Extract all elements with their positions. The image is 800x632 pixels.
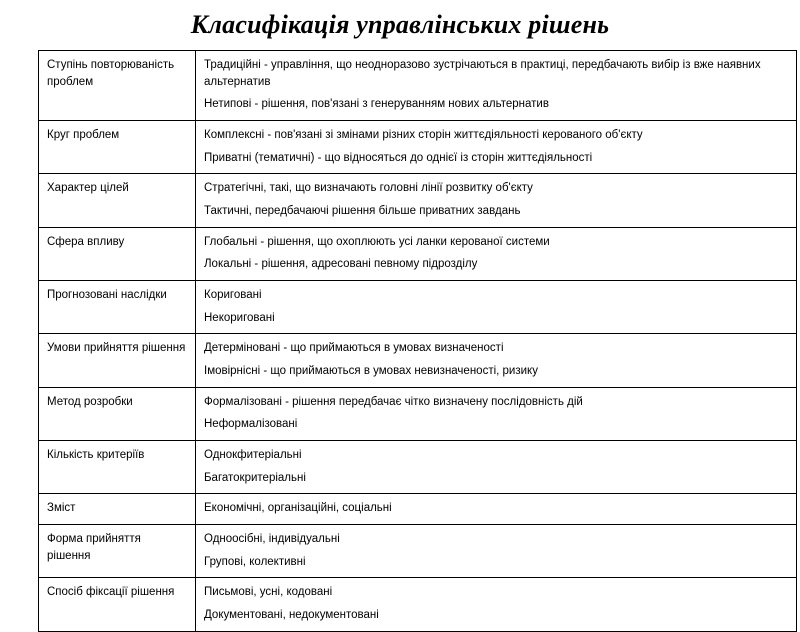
row-label: Прогнозовані наслідки — [47, 289, 167, 302]
row-item: Багатокритеріальні — [204, 471, 306, 484]
row-item: Тактичні, передбачаючі рішення більше приватних завдань — [204, 205, 521, 218]
table-row — [39, 334, 797, 387]
row-label-cell — [39, 227, 196, 280]
row-item: Формалізовані - рішення передбачає чітко визначену послідовність дій — [204, 395, 583, 408]
row-item: Документовані, недокументовані — [204, 609, 379, 622]
row-content-cell — [196, 578, 797, 631]
row-label: Спосіб фіксації рішення — [47, 586, 175, 599]
row-item: Приватні (тематичні) - що відносяться до однієї із сторін життєдіяльності — [204, 151, 593, 164]
table-row — [39, 121, 797, 174]
row-label: Характер цілей — [47, 182, 129, 195]
row-content-cell — [196, 281, 797, 334]
row-item: Стратегічні, такі, що визначають головні лінії розвитку об'єкту — [204, 182, 533, 195]
row-content-cell — [196, 121, 797, 174]
table-row — [39, 227, 797, 280]
table-row — [39, 441, 797, 494]
row-item: Некориговані — [204, 311, 275, 324]
row-item: Одноосібні, індивідуальні — [204, 533, 340, 546]
row-item: Глобальні - рішення, що охоплюють усі ланки керованої системи — [204, 235, 550, 248]
row-content-cell — [196, 227, 797, 280]
row-content-cell — [196, 174, 797, 227]
row-item: Кориговані — [204, 289, 262, 302]
row-label: Метод розробки — [47, 395, 133, 408]
row-label-cell — [39, 174, 196, 227]
row-item: Однокфитеріальні — [204, 449, 302, 462]
row-label-cell — [39, 387, 196, 440]
row-label-cell — [39, 51, 196, 121]
row-label-cell — [39, 441, 196, 494]
row-item: Локальні - рішення, адресовані певному підрозділу — [204, 258, 478, 271]
table-row — [39, 281, 797, 334]
table-row — [39, 494, 797, 525]
row-label: Кількість критеріїв — [47, 449, 145, 462]
row-label: Зміст — [47, 502, 76, 515]
row-label: Умови прийняття рішення — [47, 342, 186, 355]
row-item: Традиційні - управління, що неодноразово зустрічаються в практиці, передбачають вибір із вже наявних альтернатив — [204, 59, 761, 88]
row-label-cell — [39, 494, 196, 525]
row-item: Неформалізовані — [204, 418, 298, 431]
classification-table — [38, 50, 797, 632]
row-label-cell — [39, 525, 196, 578]
row-content-cell — [196, 525, 797, 578]
table-row — [39, 174, 797, 227]
table-row — [39, 387, 797, 440]
row-label: Ступінь повторюваність проблем — [47, 59, 175, 88]
classification-table-wrapper — [38, 50, 762, 632]
table-row — [39, 525, 797, 578]
row-item: Імовірнісні - що приймаються в умовах невизначеності, ризику — [204, 365, 538, 378]
row-label: Форма прийняття рішення — [47, 533, 141, 562]
row-label-cell — [39, 121, 196, 174]
row-content-cell — [196, 334, 797, 387]
table-row — [39, 578, 797, 631]
row-content-cell — [196, 441, 797, 494]
row-content-cell — [196, 494, 797, 525]
row-label-cell — [39, 281, 196, 334]
page-title: Класифікація управлінських рішень — [190, 10, 610, 39]
table-body — [39, 51, 797, 632]
row-item: Письмові, усні, кодовані — [204, 586, 333, 599]
row-item: Групові, колективні — [204, 555, 306, 568]
row-label-cell — [39, 578, 196, 631]
row-item: Детерміновані - що приймаються в умовах визначеності — [204, 342, 504, 355]
row-item: Комплексні - пов'язані зі змінами різних сторін життєдіяльності керованого об'єкту — [204, 129, 643, 142]
row-content-cell — [196, 51, 797, 121]
row-item: Економічні, організаційні, соціальні — [204, 502, 392, 515]
row-content-cell — [196, 387, 797, 440]
table-row — [39, 51, 797, 121]
row-label: Сфера впливу — [47, 235, 125, 248]
row-label-cell — [39, 334, 196, 387]
row-label: Круг проблем — [47, 129, 120, 142]
row-item: Нетипові - рішення, пов'язані з генеруванням нових альтернатив — [204, 98, 549, 111]
